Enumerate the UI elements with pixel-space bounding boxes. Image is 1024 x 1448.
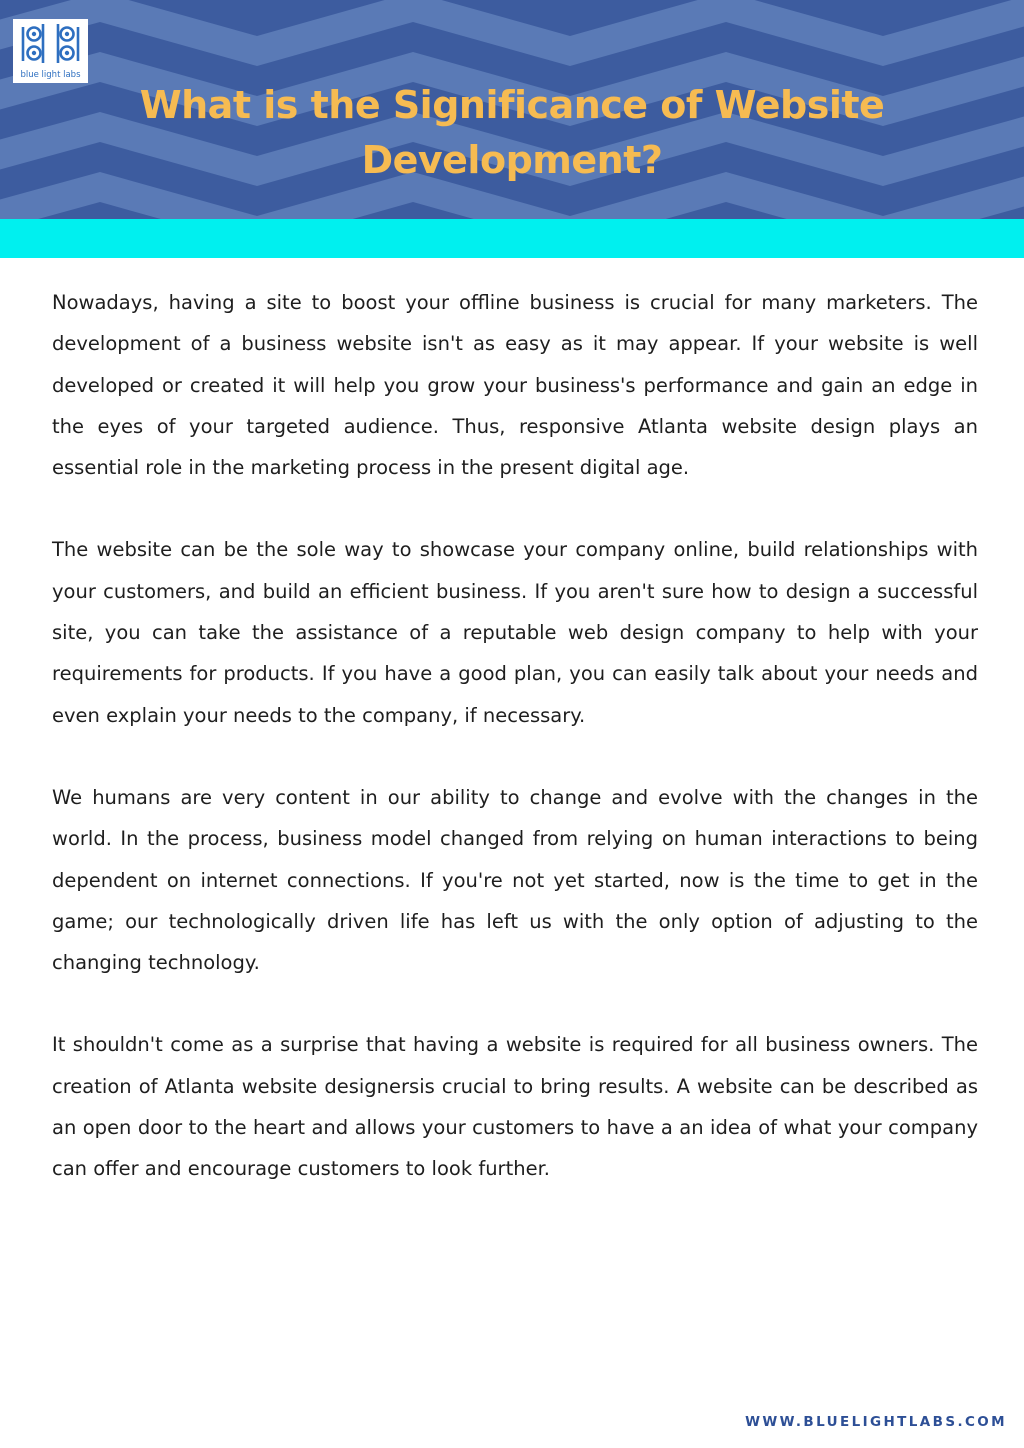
logo-icon [13, 19, 88, 83]
paragraph: The website can be the sole way to showcase your company online, build relationships with your customers, and build an efficient business. If you aren't sure how to design a successful site, you can take the assistance of a reputable web design company to help with your requirements for products. If you have a good plan, you can easily talk about your needs and even explain your needs to the company, if necessary. [52, 538, 978, 727]
page-title: What is the Significance of Website Development? [139, 83, 885, 182]
logo-wordmark: blue light labs [20, 70, 81, 80]
footer-website-link[interactable]: WWW.BLUELIGHTLABS.COM [745, 1414, 1007, 1430]
paragraph: Nowadays, having a site to boost your offline business is crucial for many marketers. The development of a business website isn't as easy as it may appear. If your website is well developed or created it will help you grow your business's performance and gain an edge in the eyes of your targeted audience. Thus, responsive Atlanta website design plays an essential role in the marketing process in the present digital age. [52, 291, 978, 480]
header-banner [0, 0, 1024, 219]
accent-band [0, 219, 1024, 258]
article-body [52, 282, 978, 1231]
paragraph: We humans are very content in our ability to change and evolve with the changes in the world. In the process, business model changed from relying on human interactions to being dependent on internet connections. If you're not yet started, now is the time to get in the game; our technologically driven life has left us with the only option of adjusting to the changing technology. [52, 785, 978, 975]
paragraph: It shouldn't come as a surprise that having a website is required for all business owners. The creation of Atlanta website designersis crucial to bring results. A website can be described as an open door to the heart and allows your customers to have a an idea of what your company can offer and encourage customers to look further. [52, 1033, 978, 1181]
blue-light-labs-logo [13, 19, 88, 83]
